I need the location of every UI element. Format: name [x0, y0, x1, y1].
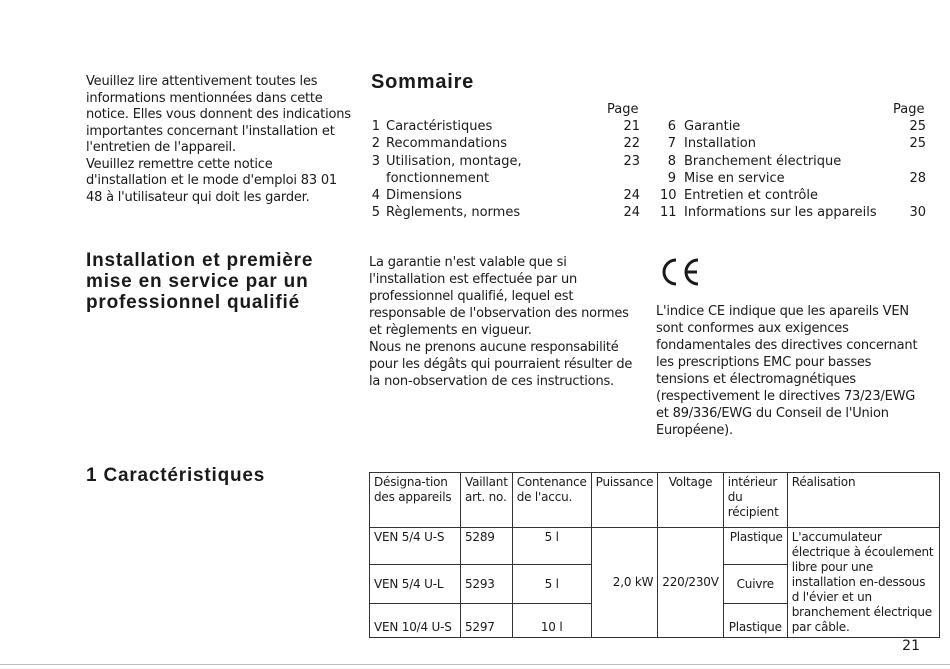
- toc-left-column: [368, 118, 640, 222]
- cell-article: 5297: [461, 604, 513, 638]
- cell-designation: VEN 10/4 U-S: [370, 604, 461, 638]
- cell-materiau: Plastique: [723, 604, 787, 638]
- toc-item: 2 Recommandations 22: [371, 136, 640, 152]
- cell-article: 5289: [461, 528, 513, 565]
- cell-puissance: 2,0 kW: [591, 528, 658, 638]
- toc-page-header-right: Page: [893, 102, 925, 117]
- cell-article: 5293: [461, 565, 513, 604]
- cell-contenance: 5 l: [512, 565, 591, 604]
- bottom-divider: [0, 664, 950, 665]
- intro-paragraph-1: Veuillez lire attentivement toutes les informations mentionnées dans cette notice. Elles vous donnent des indications importantes concernant l'installation et l'entretien de l'appareil.: [86, 74, 351, 155]
- toc-item: 6 Garantie 25: [667, 119, 926, 134]
- caracteristiques-heading: 1 Caractéristiques: [86, 465, 266, 486]
- toc-item: 7 Installation 25: [667, 136, 926, 152]
- table-header-row: [370, 473, 940, 528]
- cell-designation: VEN 5/4 U-L: [370, 565, 461, 604]
- header-voltage: Voltage: [658, 473, 723, 528]
- specifications-table: [369, 472, 940, 638]
- garantie-text: [369, 254, 639, 390]
- toc-item: 3 Utilisation, montage, 23: [371, 153, 640, 169]
- toc-item: 11 Informations sur les appareils 30: [660, 205, 926, 221]
- cell-designation: VEN 5/4 U-S: [370, 528, 461, 565]
- cell-materiau: Cuivre: [723, 565, 787, 604]
- toc-right-column: [660, 118, 926, 222]
- header-realisation: Réalisation: [787, 473, 939, 528]
- toc-item: 4 Dimensions 24: [371, 188, 640, 204]
- cell-realisation: L'accumulateur électrique à écoulement libre pour une installation en-dessous d l'évier et un branchement électrique par câble.: [787, 528, 939, 638]
- header-article-number: Vaillant art. no.: [461, 473, 513, 528]
- sommaire-title: Sommaire: [371, 71, 475, 93]
- toc-item: fonctionnement: [386, 170, 490, 186]
- garantie-paragraph-2: Nous ne prenons aucune responsabilité pour les dégâts qui pourraient résulter de la non-observation de ces instructions.: [369, 340, 633, 389]
- ce-mark-icon: [656, 254, 706, 290]
- intro-paragraph-2: Veuillez remettre cette notice d'installation et le mode d'emploi 83 01 48 à l'utilisateur qui doit les garder.: [86, 156, 337, 205]
- toc-item: 1 Caractéristiques 21: [371, 119, 640, 134]
- ce-mark-logo: [656, 254, 706, 296]
- installation-heading: Installation et première mise en service par un professionnel qualifié: [86, 250, 314, 313]
- header-puissance: Puissance: [591, 473, 658, 528]
- cell-contenance: 10 l: [512, 604, 591, 638]
- toc-item: 8 Branchement électrique: [667, 153, 842, 169]
- cell-voltage: 220/230V: [658, 528, 723, 638]
- header-contenance: Contenance de l'accu.: [512, 473, 591, 528]
- intro-text: [86, 74, 354, 206]
- toc-page-header-left: Page: [607, 102, 639, 117]
- table-row: [370, 528, 940, 565]
- garantie-paragraph-1: La garantie n'est valable que si l'installation est effectuée par un professionnel qualifié, lequel est responsable de l'observation des normes et règlements en vigueur.: [369, 255, 629, 338]
- cell-materiau: Plastique: [723, 528, 787, 565]
- toc-item: 10 Entretien et contrôle: [660, 188, 818, 204]
- header-designation: Désigna-tion des appareils: [370, 473, 461, 528]
- page-number: 21: [902, 638, 920, 654]
- toc-item: 5 Règlements, normes 24: [371, 205, 640, 221]
- cell-contenance: 5 l: [512, 528, 591, 565]
- ce-description: L'indice CE indique que les apareils VEN sont conformes aux exigences fondamentales des directives concernant les prescriptions EMC pour basses tensions et électromagnétiques (respectivement le directives 73/23/EWG et 89/336/EWG du Conseil de l'Union Européene).: [656, 304, 918, 438]
- toc-item: 9 Mise en service 28: [667, 170, 926, 186]
- header-interieur: intérieur du récipient: [723, 473, 787, 528]
